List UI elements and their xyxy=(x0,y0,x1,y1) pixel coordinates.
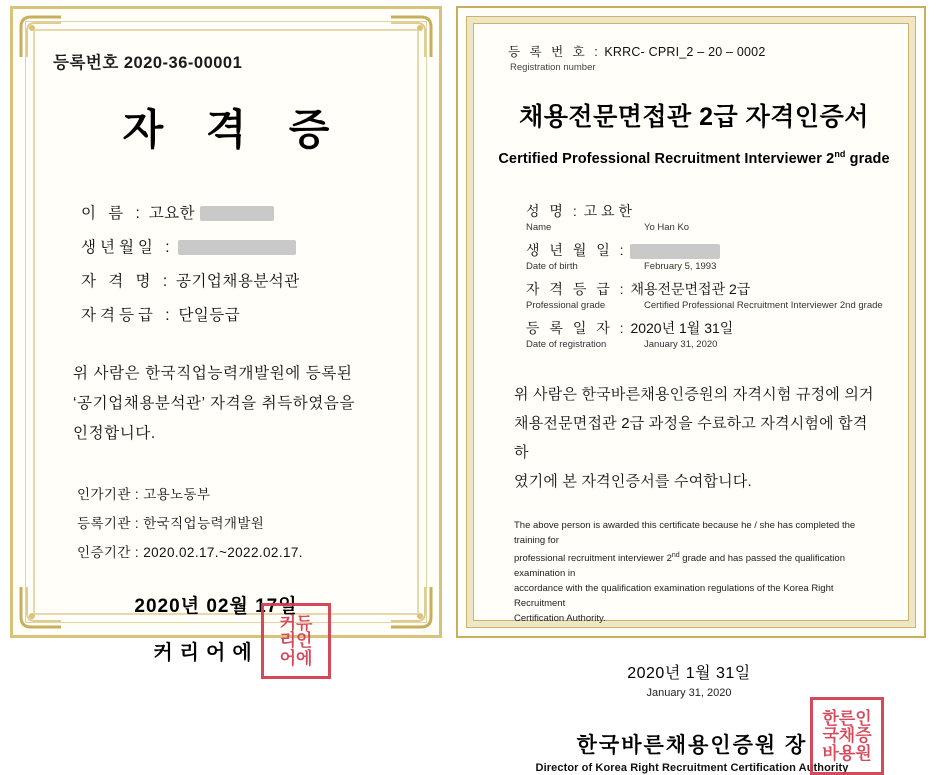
right-registration-line xyxy=(508,42,890,60)
right-registration-number: KRRC- CPRI_2 – 20 – 0002 xyxy=(604,45,766,59)
right-field-value: 채용전문면접관 2급 xyxy=(630,280,751,297)
right-field-row xyxy=(526,201,890,233)
right-field-row xyxy=(526,318,890,350)
right-issue-date-korean: 2020년 1월 31일 xyxy=(627,664,751,682)
left-meta-label: 인가기관 : xyxy=(77,487,140,502)
seal-char: 증 xyxy=(855,726,872,746)
left-field-value: 고요한 xyxy=(148,205,196,222)
right-field-subvalue: January 31, 2020 xyxy=(644,338,718,350)
left-meta-value: 2020.02.17.~2022.02.17. xyxy=(143,545,303,560)
right-title-korean: 채용전문면접관 2급 자격인증서 xyxy=(519,103,869,131)
left-body-line: 위 사람은 한국직업능력개발원에 등록된 xyxy=(73,365,353,382)
right-title-english-sup: nd xyxy=(834,149,846,159)
right-certificate xyxy=(456,6,926,774)
right-field-list xyxy=(526,201,890,350)
right-field-sub xyxy=(526,222,890,233)
right-signer-block xyxy=(498,708,890,774)
right-field-row xyxy=(526,240,890,272)
right-signer-english: Director of Korea Right Recruitment Certification Authority xyxy=(535,761,849,774)
seal-char: 인 xyxy=(296,631,313,651)
right-title-english xyxy=(498,149,890,167)
left-field-value: 단일등급 xyxy=(178,307,241,324)
right-field-sublabel: Professional grade xyxy=(526,299,606,311)
right-field-label: 등 록 일 자 : xyxy=(526,319,627,336)
right-field-subvalue: February 5, 1993 xyxy=(644,260,717,272)
left-meta-label: 인증기간 : xyxy=(77,545,140,560)
left-meta-label: 등록기관 : xyxy=(77,516,140,531)
left-field-label: 이 름 : xyxy=(81,205,144,222)
right-field-sub xyxy=(526,339,890,350)
right-body-en-line: Certification Authority. xyxy=(514,612,606,624)
left-field-row xyxy=(81,269,405,291)
seal-char: 어 xyxy=(279,648,296,668)
right-body-line: 채용전문면접관 2급 과정을 수료하고 자격시험에 합격하 xyxy=(514,414,868,461)
right-field-sub xyxy=(526,261,890,272)
left-field-label: 생년월일 : xyxy=(81,239,174,256)
official-seal-stamp xyxy=(810,697,884,775)
seal-char: 바 xyxy=(822,743,839,763)
right-signer-korean: 한국바른채용인증원 장 xyxy=(576,733,808,757)
seal-char: 에 xyxy=(296,648,313,668)
redaction-bar xyxy=(178,240,296,255)
left-certificate-title: 자 격 증 xyxy=(122,108,346,154)
right-registration-sublabel: Registration number xyxy=(510,62,596,73)
right-field-row xyxy=(526,279,890,311)
seal-char: 원 xyxy=(855,743,872,763)
seal-char: 채 xyxy=(838,726,856,746)
seal-char: 듀 xyxy=(296,614,313,633)
seal-char: 리 xyxy=(279,631,296,651)
right-body-line: 위 사람은 한국바른채용인증원의 자격시험 규정에 의거 xyxy=(514,385,874,403)
left-meta-value: 고용노동부 xyxy=(143,487,211,502)
right-field-label: 자 격 등 급 : xyxy=(526,280,627,297)
right-field-main xyxy=(526,318,890,338)
right-field-value: 2020년 1월 31일 xyxy=(630,319,734,336)
right-title-english-pre: Certified Professional Recruitment Interviewer 2 xyxy=(498,150,835,167)
left-issuer-line xyxy=(47,614,405,668)
right-body-korean xyxy=(514,380,880,496)
seal-char: 한 xyxy=(822,708,839,728)
right-field-subvalue: Yo Han Ko xyxy=(644,221,690,233)
right-field-sublabel: Name xyxy=(526,221,552,233)
left-meta-row xyxy=(77,512,405,532)
left-field-row xyxy=(81,303,405,325)
left-meta-list xyxy=(77,483,405,561)
seal-char: 용 xyxy=(838,743,856,763)
right-body-line: 였기에 본 자격인증서를 수여합니다. xyxy=(514,472,752,490)
right-body-en-post: grade and has passed the qualification examination in xyxy=(514,552,845,579)
left-registration-number: 등록번호 2020-36-00001 xyxy=(53,54,243,72)
redaction-bar xyxy=(200,206,274,221)
right-body-en-sup: nd xyxy=(671,551,680,559)
right-field-value: 고 요 한 xyxy=(583,202,632,219)
right-field-sublabel: Date of registration xyxy=(526,338,607,350)
left-issuer-name: 커리어에 xyxy=(153,642,259,664)
seal-char: 국 xyxy=(822,726,839,746)
left-field-list xyxy=(81,201,405,325)
right-body-en-line: The above person is awarded this certificate because he / she has completed the training for xyxy=(514,519,856,546)
left-body-paragraph xyxy=(73,359,385,449)
right-body-english xyxy=(514,518,864,626)
seal-char: 른 xyxy=(838,708,856,728)
right-body-en-line xyxy=(514,548,864,581)
right-field-label: 생 년 월 일 : xyxy=(526,241,627,258)
left-meta-row xyxy=(77,541,405,561)
left-field-label: 자 격 명 : xyxy=(81,273,172,290)
seal-char: 커 xyxy=(279,614,296,633)
right-body-en-line: accordance with the qualification examination regulations of the Korea Right Recruitment xyxy=(514,582,834,609)
right-title-english-post: grade xyxy=(845,150,890,167)
left-meta-row xyxy=(77,483,405,503)
right-certificate-content xyxy=(498,34,890,774)
left-body-line: ‘공기업채용분석관’ 자격을 취득하였음을 xyxy=(73,395,356,412)
right-field-label: 성 명 : xyxy=(526,202,580,219)
left-certificate-content xyxy=(47,39,405,668)
right-field-subvalue: Certified Professional Recruitment Interviewer 2nd grade xyxy=(644,299,883,311)
right-field-sublabel: Date of birth xyxy=(526,260,578,272)
right-issue-date-block xyxy=(498,660,890,699)
left-meta-value: 한국직업능력개발원 xyxy=(143,516,265,531)
left-field-label: 자격등급 : xyxy=(81,307,174,324)
seal-char: 인 xyxy=(855,708,872,728)
left-field-row xyxy=(81,201,405,223)
right-field-main xyxy=(526,240,890,260)
redaction-bar xyxy=(630,244,720,259)
left-field-row xyxy=(81,235,405,257)
right-field-main xyxy=(526,279,890,299)
right-issue-date-english: January 31, 2020 xyxy=(646,686,732,699)
left-field-value: 공기업채용분석관 xyxy=(175,273,300,290)
left-body-line: 인정합니다. xyxy=(73,425,156,442)
right-field-main xyxy=(526,201,890,221)
official-seal-stamp xyxy=(261,603,331,679)
right-body-en-pre: professional recruitment interviewer 2 xyxy=(514,552,672,564)
left-certificate xyxy=(10,6,442,668)
left-issue-date: 2020년 02월 17일 xyxy=(134,596,298,617)
right-registration-block xyxy=(508,42,890,73)
right-field-sub xyxy=(526,300,890,311)
right-registration-label: 등 록 번 호 : xyxy=(508,45,601,59)
